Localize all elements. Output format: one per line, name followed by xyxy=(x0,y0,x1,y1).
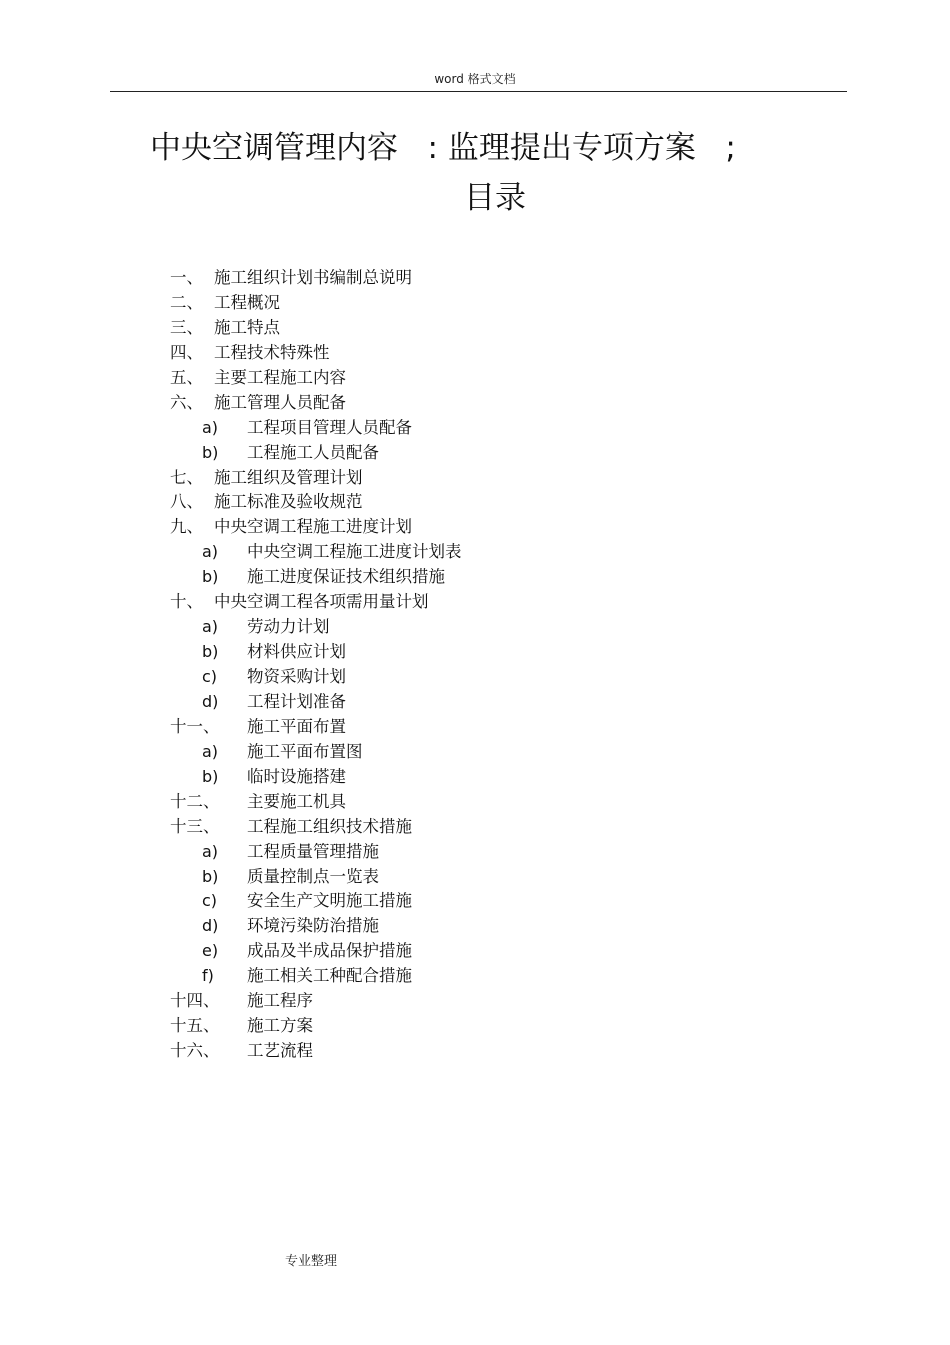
toc-item-number: 三、 xyxy=(170,317,203,337)
toc-item-number: d) xyxy=(202,691,219,711)
toc-item-label: 劳动力计划 xyxy=(247,617,330,637)
toc-item-label: 施工进度保证技术组织措施 xyxy=(247,567,445,587)
toc-item-number: 十六、 xyxy=(170,1041,220,1061)
toc-item xyxy=(0,366,950,391)
toc-subitem xyxy=(0,540,950,565)
toc-subitem xyxy=(0,740,950,765)
toc-item xyxy=(0,391,950,416)
toc-subitem xyxy=(0,665,950,690)
toc-item-number: a) xyxy=(202,741,219,761)
toc-item-number: 十二、 xyxy=(170,791,220,811)
toc-item-number: 八、 xyxy=(170,492,203,512)
toc-item-label: 施工相关工种配合措施 xyxy=(247,966,412,986)
toc-item xyxy=(0,341,950,366)
toc-item-label: 施工方案 xyxy=(247,1016,313,1036)
toc-item-number: f) xyxy=(202,966,214,986)
toc-subitem xyxy=(0,565,950,590)
toc-item-number: b) xyxy=(202,766,219,786)
toc-item-label: 施工平面布置 xyxy=(247,716,346,736)
toc-item xyxy=(0,466,950,491)
toc-item-label: 工程计划准备 xyxy=(247,691,346,711)
toc-item-label: 工程项目管理人员配备 xyxy=(247,417,412,437)
toc-item-label: 施工特点 xyxy=(214,317,280,337)
toc-item-label: 工程施工人员配备 xyxy=(247,442,379,462)
toc-item-number: 十五、 xyxy=(170,1016,220,1036)
toc-subitem xyxy=(0,416,950,441)
toc-item xyxy=(0,291,950,316)
toc-item xyxy=(0,266,950,291)
toc-item-number: b) xyxy=(202,642,219,662)
toc-item-number: 九、 xyxy=(170,517,203,537)
toc-subitem xyxy=(0,939,950,964)
table-of-contents xyxy=(0,266,950,1064)
toc-item-label: 主要施工机具 xyxy=(247,791,346,811)
toc-item-number: c) xyxy=(202,667,218,686)
toc-item-label: 成品及半成品保护措施 xyxy=(247,941,412,961)
page-footer: 专业整理 xyxy=(285,1254,338,1269)
toc-item-number: a) xyxy=(202,841,219,861)
toc-subitem xyxy=(0,765,950,790)
toc-subitem xyxy=(0,914,950,939)
toc-item-label: 施工平面布置图 xyxy=(247,741,363,761)
toc-item xyxy=(0,790,950,815)
toc-item-number: 十三、 xyxy=(170,816,220,836)
toc-item-number: 十、 xyxy=(170,592,203,612)
toc-item-number: b) xyxy=(202,866,219,886)
toc-item-number: a) xyxy=(202,417,219,437)
toc-item-label: 中央空调工程各项需用量计划 xyxy=(214,592,429,612)
toc-item-number: 四、 xyxy=(170,342,203,362)
toc-item-number: d) xyxy=(202,916,219,936)
toc-item-number: 七、 xyxy=(170,467,203,487)
document-title: 中央空调管理内容 : 监理提出专项方案 ; xyxy=(150,130,736,166)
toc-item-label: 安全生产文明施工措施 xyxy=(247,891,412,911)
toc-subitem xyxy=(0,865,950,890)
toc-item-label: 材料供应计划 xyxy=(247,642,346,662)
toc-item-number: a) xyxy=(202,542,219,562)
toc-item-label: 中央空调工程施工进度计划 xyxy=(214,517,412,537)
toc-item-number: b) xyxy=(202,442,219,462)
toc-item-label: 工艺流程 xyxy=(247,1041,313,1061)
toc-subitem xyxy=(0,441,950,466)
toc-item xyxy=(0,490,950,515)
toc-item-label: 物资采购计划 xyxy=(247,667,346,686)
toc-item-label: 工程施工组织技术措施 xyxy=(247,816,412,836)
toc-item-number: e) xyxy=(202,941,219,961)
toc-item-label: 施工组织及管理计划 xyxy=(214,467,363,487)
toc-subitem xyxy=(0,840,950,865)
toc-item-label: 施工管理人员配备 xyxy=(214,392,346,412)
toc-item-number: 六、 xyxy=(170,392,203,412)
toc-item-number: b) xyxy=(202,567,219,587)
toc-subitem xyxy=(0,615,950,640)
toc-subitem xyxy=(0,964,950,989)
toc-item-number: 一、 xyxy=(170,268,203,287)
toc-item-number: 二、 xyxy=(170,292,203,312)
toc-item xyxy=(0,590,950,615)
toc-item-label: 主要工程施工内容 xyxy=(214,367,346,387)
toc-item-label: 施工组织计划书编制总说明 xyxy=(214,268,412,287)
toc-item-number: a) xyxy=(202,617,219,637)
toc-item-label: 中央空调工程施工进度计划表 xyxy=(247,542,462,562)
toc-subitem xyxy=(0,889,950,914)
toc-item xyxy=(0,989,950,1014)
toc-item-label: 工程质量管理措施 xyxy=(247,841,379,861)
toc-item xyxy=(0,1039,950,1064)
toc-item-number: 十一、 xyxy=(170,716,220,736)
toc-item xyxy=(0,815,950,840)
toc-item xyxy=(0,515,950,540)
toc-item-label: 施工程序 xyxy=(247,991,313,1011)
toc-item-label: 施工标准及验收规范 xyxy=(214,492,363,512)
toc-item-label: 工程技术特殊性 xyxy=(214,342,330,362)
page-header: word 格式文档 xyxy=(434,72,516,86)
toc-heading: 目录 xyxy=(464,180,526,216)
toc-item-label: 质量控制点一览表 xyxy=(247,866,379,886)
toc-subitem xyxy=(0,640,950,665)
toc-subitem xyxy=(0,690,950,715)
header-divider xyxy=(110,91,847,92)
toc-item xyxy=(0,316,950,341)
toc-item-label: 工程概况 xyxy=(214,292,280,312)
toc-item-label: 环境污染防治措施 xyxy=(247,916,379,936)
toc-item xyxy=(0,1014,950,1039)
toc-item-label: 临时设施搭建 xyxy=(247,766,346,786)
toc-item-number: c) xyxy=(202,891,218,911)
toc-item xyxy=(0,715,950,740)
toc-item-number: 五、 xyxy=(170,367,203,387)
toc-item-number: 十四、 xyxy=(170,991,220,1011)
